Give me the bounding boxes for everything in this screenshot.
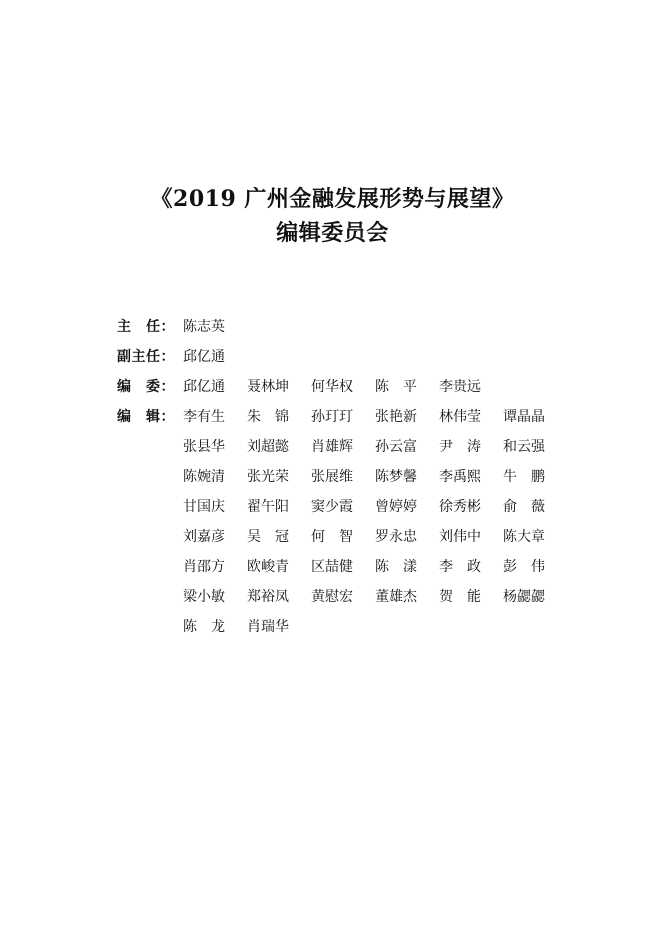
names-editors-7	[183, 582, 567, 612]
role-label-spacer	[117, 582, 183, 612]
member-name: 谭晶晶	[503, 409, 545, 425]
member-name: 邱亿通	[183, 349, 225, 365]
member-name: 孙云富	[375, 439, 417, 455]
member-name: 窦少霞	[311, 499, 353, 515]
member-name: 孙玎玎	[311, 409, 353, 425]
role-label-director: 主 任：	[117, 319, 175, 335]
deputy-director-row	[117, 342, 567, 372]
member-name: 李贵远	[439, 379, 481, 395]
member-name: 刘超懿	[247, 439, 289, 455]
member-name: 李有生	[183, 409, 225, 425]
role-label-editors: 编 辑：	[117, 409, 175, 425]
member-name: 俞 薇	[503, 499, 545, 515]
member-name: 何华权	[311, 379, 353, 395]
editors-row-2	[117, 432, 567, 462]
member-name: 陈 漾	[375, 559, 417, 575]
member-name: 邱亿通	[183, 379, 225, 395]
member-name: 陈 平	[375, 379, 417, 395]
member-name: 郑裕凤	[247, 589, 289, 605]
names-deputy-director	[183, 342, 247, 372]
role-label-deputy-director: 副主任：	[117, 349, 175, 365]
document-subtitle: 编辑委员会	[276, 220, 389, 246]
names-editors-4	[183, 492, 567, 522]
member-name: 肖邵方	[183, 559, 225, 575]
director-row	[117, 312, 567, 342]
editors-row-7	[117, 582, 567, 612]
editors-row-8	[117, 612, 567, 642]
names-editors-8	[183, 612, 311, 642]
role-label-spacer	[117, 522, 183, 552]
member-name: 朱 锦	[247, 409, 289, 425]
member-name: 黄慰宏	[311, 589, 353, 605]
member-name: 陈婉清	[183, 469, 225, 485]
committee-row	[117, 372, 567, 402]
member-name: 尹 涛	[439, 439, 481, 455]
member-name: 刘嘉彦	[183, 529, 225, 545]
member-name: 区喆健	[311, 559, 353, 575]
member-name: 吴 冠	[247, 529, 289, 545]
member-name: 曾婷婷	[375, 499, 417, 515]
member-name: 欧峻青	[247, 559, 289, 575]
member-name: 张光荣	[247, 469, 289, 485]
names-editors-2	[183, 432, 567, 462]
names-committee	[183, 372, 503, 402]
names-editors-1	[183, 402, 567, 432]
role-label-spacer	[117, 462, 183, 492]
member-name: 林伟莹	[439, 409, 481, 425]
member-name: 和云强	[503, 439, 545, 455]
names-editors-6	[183, 552, 567, 582]
member-name: 张县华	[183, 439, 225, 455]
role-label-spacer	[117, 492, 183, 522]
member-name: 翟午阳	[247, 499, 289, 515]
member-name: 张展维	[311, 469, 353, 485]
member-name: 杨勰勰	[503, 589, 545, 605]
member-name: 张艳新	[375, 409, 417, 425]
member-name: 肖瑞华	[247, 619, 289, 635]
editors-row-6	[117, 552, 567, 582]
editors-row-4	[117, 492, 567, 522]
role-label-spacer	[117, 552, 183, 582]
member-name: 肖雄辉	[311, 439, 353, 455]
member-name: 刘伟中	[439, 529, 481, 545]
member-name: 甘国庆	[183, 499, 225, 515]
committee-roster	[117, 312, 567, 642]
role-label-committee: 编 委：	[117, 379, 175, 395]
member-name: 何 智	[311, 529, 353, 545]
names-editors-5	[183, 522, 567, 552]
role-label-spacer	[117, 432, 183, 462]
member-name: 罗永忠	[375, 529, 417, 545]
member-name: 李 政	[439, 559, 481, 575]
member-name: 陈 龙	[183, 619, 225, 635]
member-name: 董雄杰	[375, 589, 417, 605]
member-name: 梁小敏	[183, 589, 225, 605]
member-name: 陈大章	[503, 529, 545, 545]
document-title: 《2019 广州金融发展形势与展望》	[150, 186, 515, 212]
member-name: 贺 能	[439, 589, 481, 605]
member-name: 李禹熙	[439, 469, 481, 485]
editors-row-1	[117, 402, 567, 432]
member-name: 陈梦馨	[375, 469, 417, 485]
editors-row-5	[117, 522, 567, 552]
member-name: 聂林坤	[247, 379, 289, 395]
role-label-spacer	[117, 612, 183, 642]
names-director	[183, 312, 247, 342]
member-name: 陈志英	[183, 319, 225, 335]
member-name: 彭 伟	[503, 559, 545, 575]
member-name: 徐秀彬	[439, 499, 481, 515]
names-editors-3	[183, 462, 567, 492]
member-name: 牛 鹏	[503, 469, 545, 485]
editors-row-3	[117, 462, 567, 492]
